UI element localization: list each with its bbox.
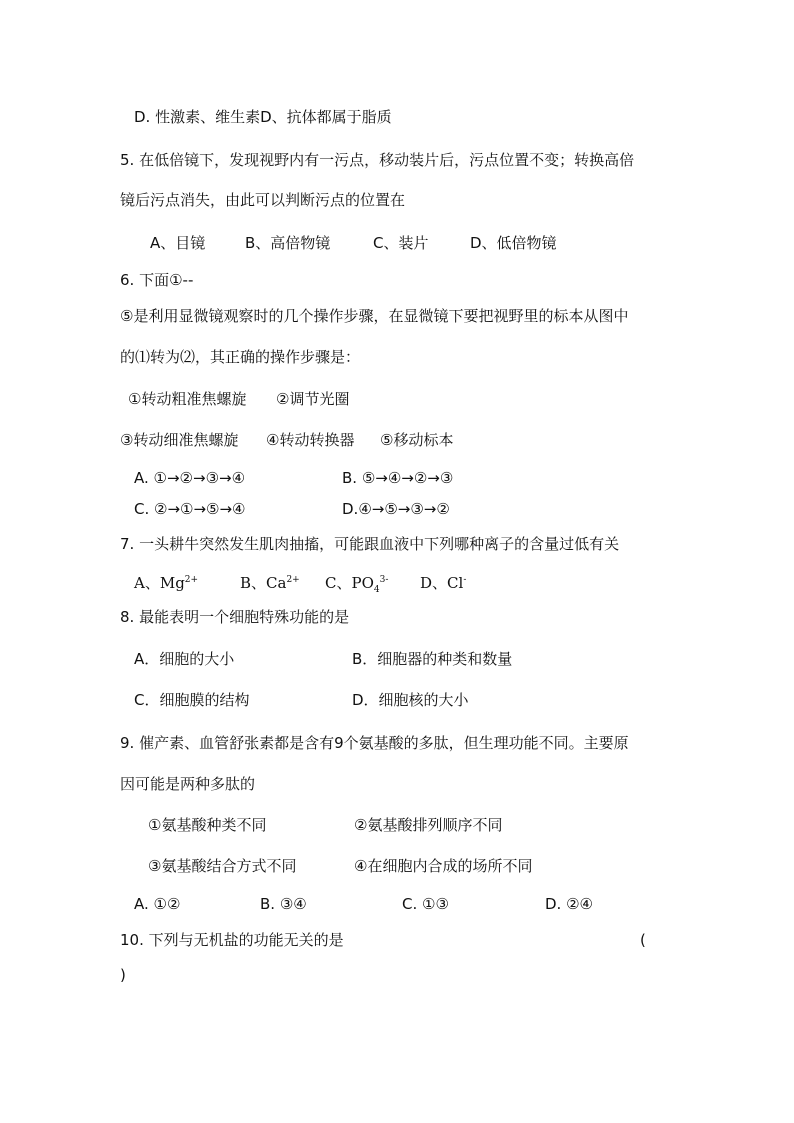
question-6-stem-line-2: ⑤是利用显微镜观察时的几个操作步骤，在显微镜下要把视野里的标本从图中 bbox=[120, 307, 629, 325]
question-8-option-a: A．细胞的大小 bbox=[134, 650, 235, 668]
question-6-option-a: A. ①→②→③→④ bbox=[134, 469, 246, 487]
question-9-statement-2: ②氨基酸排列顺序不同 bbox=[354, 816, 503, 834]
question-7-option-a bbox=[134, 574, 198, 592]
question-7-option-c bbox=[325, 574, 389, 595]
question-8-option-c: C．细胞膜的结构 bbox=[134, 691, 250, 709]
question-5-stem-line-2: 镜后污点消失，由此可以判断污点的位置在 bbox=[120, 191, 406, 209]
question-6-step-1: ①转动粗准焦螺旋 bbox=[128, 390, 247, 408]
question-6-step-5: ⑤移动标本 bbox=[380, 431, 454, 449]
question-7-stem: 7. 一头耕牛突然发生肌肉抽搐，可能跟血液中下列哪种离子的含量过低有关 bbox=[120, 535, 620, 553]
question-7-option-c-subscript: 4 bbox=[373, 585, 380, 595]
question-10-answer-paren-close: ) bbox=[120, 966, 126, 984]
question-9-statement-1: ①氨基酸种类不同 bbox=[148, 816, 267, 834]
question-6-step-4: ④转动转换器 bbox=[266, 431, 355, 449]
question-5-option-c: C、装片 bbox=[373, 234, 429, 252]
question-5-option-d: D、低倍物镜 bbox=[470, 234, 557, 252]
question-9-option-a: A. ①② bbox=[134, 895, 181, 913]
question-9-statement-3: ③氨基酸结合方式不同 bbox=[148, 857, 297, 875]
question-9-stem-line-1: 9. 催产素、血管舒张素都是含有9个氨基酸的多肽，但生理功能不同。主要原 bbox=[120, 734, 629, 752]
question-9-statement-4: ④在细胞内合成的场所不同 bbox=[354, 857, 533, 875]
question-5-stem-line-1: 5. 在低倍镜下，发现视野内有一污点，移动装片后，污点位置不变；转换高倍 bbox=[120, 151, 635, 169]
question-5-option-a: A、目镜 bbox=[150, 234, 206, 252]
question-8-stem: 8. 最能表明一个细胞特殊功能的是 bbox=[120, 608, 350, 626]
question-7-option-a-charge: 2+ bbox=[184, 575, 199, 585]
question-6-step-3: ③转动细准焦螺旋 bbox=[120, 431, 239, 449]
question-7-option-d bbox=[420, 574, 466, 592]
question-9-option-d: D. ②④ bbox=[545, 895, 593, 913]
question-7-option-b-charge: 2+ bbox=[286, 575, 300, 585]
question-8-option-b: B．细胞器的种类和数量 bbox=[352, 650, 513, 668]
question-5-option-b: B、高倍物镜 bbox=[245, 234, 331, 252]
question-6-option-b: B. ⑤→④→②→③ bbox=[342, 469, 454, 487]
question-7-option-a-label: A、Mg bbox=[134, 574, 185, 592]
question-7-option-c-label: C、PO bbox=[325, 574, 374, 592]
question-9-option-b: B. ③④ bbox=[260, 895, 307, 913]
question-4-option-d: D. 性激素、维生素D、抗体都属于脂质 bbox=[134, 108, 392, 126]
question-7-option-d-label: D、Cl bbox=[420, 574, 464, 592]
question-7-option-b bbox=[240, 574, 300, 592]
question-6-stem-line-1: 6. 下面①-- bbox=[120, 271, 194, 289]
question-7-option-b-label: B、Ca bbox=[240, 574, 287, 592]
question-10-answer-paren-open: ( bbox=[640, 931, 646, 949]
question-9-option-c: C. ①③ bbox=[402, 895, 449, 913]
question-6-option-c: C. ②→①→⑤→④ bbox=[134, 500, 246, 518]
question-7-option-c-charge: 3- bbox=[379, 575, 389, 585]
question-9-stem-line-2: 因可能是两种多肽的 bbox=[120, 775, 256, 793]
question-6-step-2: ②调节光圈 bbox=[276, 390, 350, 408]
question-8-option-d: D．细胞核的大小 bbox=[352, 691, 469, 709]
question-10-stem: 10. 下列与无机盐的功能无关的是 bbox=[120, 931, 344, 949]
question-6-stem-line-3: 的⑴转为⑵，其正确的操作步骤是： bbox=[120, 348, 361, 366]
question-6-option-d: D.④→⑤→③→② bbox=[342, 500, 450, 518]
question-7-option-d-charge: - bbox=[463, 575, 467, 585]
